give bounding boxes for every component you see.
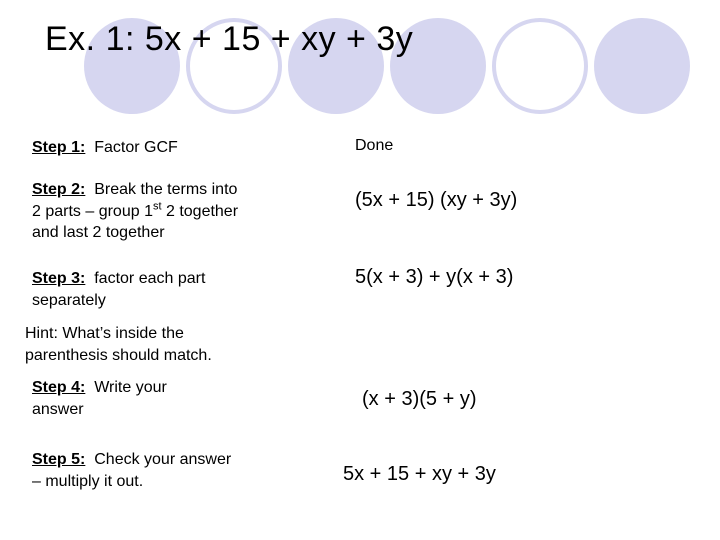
step-1 xyxy=(32,137,262,159)
step-2 xyxy=(32,179,242,244)
step-3 xyxy=(32,268,232,311)
decor-circle-6 xyxy=(594,18,690,114)
step-2-label: Step 2: xyxy=(32,181,86,198)
step-1-text: Factor GCF xyxy=(94,139,178,156)
step-5-result: 5x + 15 + xy + 3y xyxy=(343,463,496,485)
step-5-label: Step 5: xyxy=(32,451,86,468)
hint-text: Hint: What’s inside the parenthesis should match. xyxy=(25,325,212,364)
step-4-label: Step 4: xyxy=(32,379,86,396)
decor-circle-5 xyxy=(492,18,588,114)
step-3-result: 5(x + 3) + y(x + 3) xyxy=(355,266,514,288)
step-3-label: Step 3: xyxy=(32,270,86,287)
step-2-sup: st xyxy=(152,200,162,213)
step-4-text: Write your answer xyxy=(32,379,167,418)
step-5 xyxy=(32,449,232,492)
step-1-result: Done xyxy=(355,137,394,154)
step-5-text: Check your answer – multiply it out. xyxy=(32,451,232,490)
step-2-result: (5x + 15) (xy + 3y) xyxy=(355,189,518,211)
step-1-label: Step 1: xyxy=(32,139,86,156)
step-4-result: (x + 3)(5 + y) xyxy=(362,388,477,410)
step-4 xyxy=(32,377,212,420)
step-3-text: factor each part separately xyxy=(32,270,206,309)
slide-title: Ex. 1: 5x + 15 + xy + 3y xyxy=(45,20,414,58)
step-2-text-b: 2 together and last 2 together xyxy=(32,202,239,241)
step-2-text-a: Break the terms into 2 parts – group 1 xyxy=(32,181,238,220)
